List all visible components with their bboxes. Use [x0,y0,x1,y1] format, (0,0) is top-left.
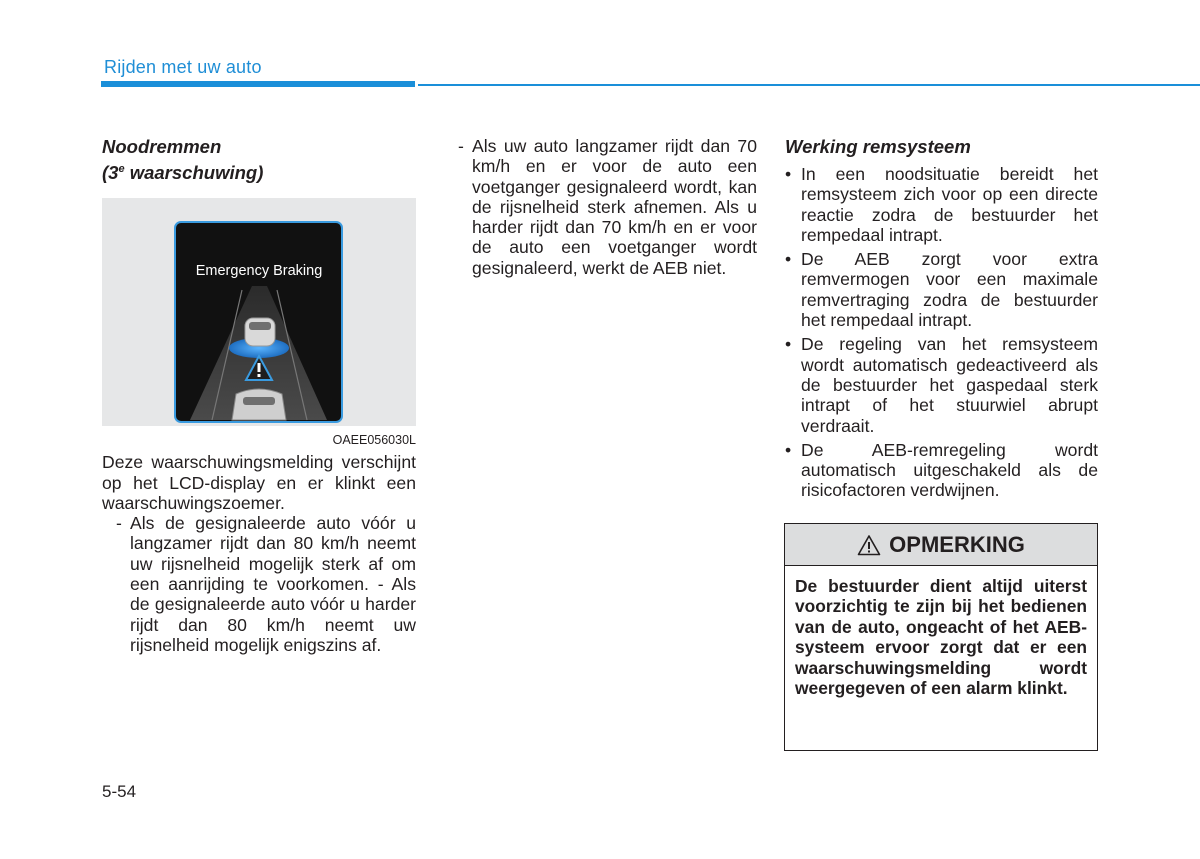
cluster-display-icon [102,198,416,426]
left-heading [102,136,416,184]
middle-dash-item [458,136,757,278]
middle-dash-text: Als uw auto langzamer rijdt dan 70 km/h en er voor de auto een voetganger gesignaleerd wordt, kan de rijsnelheid sterk afnemen. Als u harder rijdt dan 70 km/h en er voor de auto een voetganger wordt gesignaleerd, werkt de AEB niet. [472,136,757,278]
cluster-warning-text: Emergency Braking [195,263,323,279]
right-heading: Werking remsysteem [785,136,971,157]
left-heading-line2 [102,158,416,184]
notice-header [785,524,1097,566]
page-number: 5-54 [102,782,137,801]
header-rule-thick [101,81,415,87]
figure-code: OAEE056030L [332,433,416,447]
cluster-illustration [102,198,416,426]
bullet-item [785,334,1098,435]
notice-text: De bestuurder dient altijd uiterst voorzichtig te zijn bij het bedienen van de auto, ongeacht of het AEB-systeem ervoor zorgt dat er een waarschuwingsmelding wordt weergegeven of een alarm klinkt. [795,576,1087,699]
left-heading-line1: Noodremmen [102,136,222,157]
bullet-marker: • [785,439,792,460]
bullet-marker: • [785,334,792,355]
left-intro-paragraph: Deze waarschuwingsmelding verschijnt op het LCD-display en er klinkt een waarschuwingszoemer. [102,452,416,513]
dash-marker: - [116,513,122,534]
heading-open: (3 [102,162,119,183]
bullet-marker: • [785,164,792,184]
bullet-text: De AEB-remregeling wordt automatisch uitgeschakeld als de risicofactoren verdwijnen. [801,439,1098,501]
notice-box [784,523,1098,751]
notice-title: OPMERKING [889,531,1025,557]
header-rule-thin [418,84,1200,86]
section-title: Rijden met uw auto [104,57,262,77]
heading-rest: waarschuwing) [124,162,264,183]
warning-triangle-icon [857,534,881,556]
bullet-marker: • [785,249,792,270]
left-dash-text: Als de gesignaleerde auto vóór u langzamer rijdt dan 80 km/h neemt uw rijsnelheid mogelijk sterk af om een aanrijding te voorkomen. - Als de gesignaleerde auto vóór u harder rijdt dan 80 km/h neemt uw rijsnelheid mogelijk enigszins af. [130,513,416,655]
dash-marker: - [458,136,464,156]
bullet-item [785,164,1098,245]
heading-superscript: e [118,163,125,175]
bullet-item [785,249,1098,330]
left-column [102,136,416,655]
bullet-item [785,440,1098,501]
bullet-text: De regeling van het remsysteem wordt automatisch gedeactiveerd als de bestuurder het gaspedaal sterk intrapt of het stuurwiel abrupt verdraait. [801,334,1098,436]
left-dash-item [102,513,416,655]
bullet-text: De AEB zorgt voor extra remvermogen voor een maximale remvertraging zodra de bestuurder het rempedaal intrapt. [801,249,1098,331]
right-column [785,136,1098,505]
bullet-text: In een noodsituatie bereidt het remsysteem zich voor op een directe reactie zodra de bestuurder het rempedaal intrapt. [801,164,1098,245]
middle-column [458,136,757,278]
